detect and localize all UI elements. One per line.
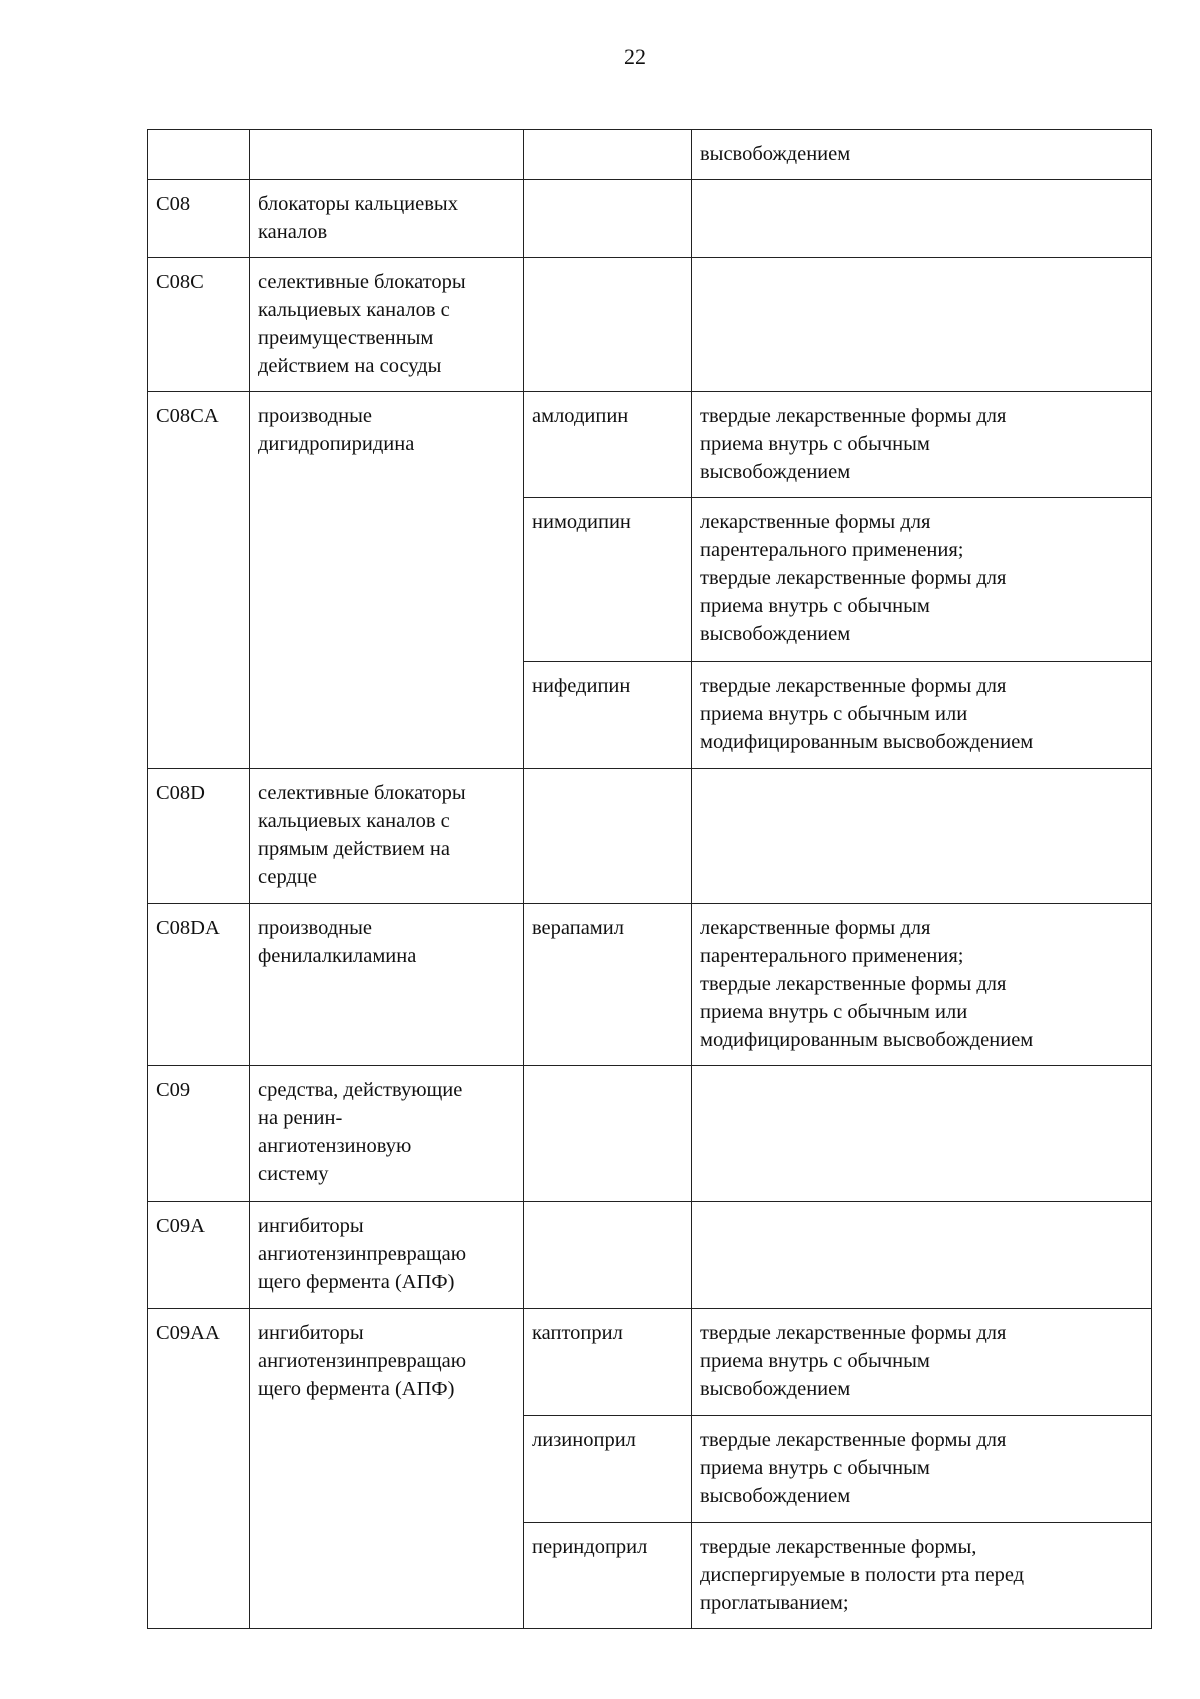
atc-code-cell: C09	[148, 1066, 250, 1202]
group-cell: средства, действующие на ренин- ангиотензиновую систему	[250, 1066, 524, 1202]
drug-cell: нимодипин	[524, 498, 692, 662]
atc-code-cell	[148, 130, 250, 180]
dosage-form-cell: твердые лекарственные формы для приема внутрь с обычным высвобождением	[692, 1416, 1152, 1523]
group-cell	[250, 130, 524, 180]
table-row	[148, 392, 1152, 498]
atc-code-cell: C09A	[148, 1202, 250, 1309]
drug-cell	[524, 130, 692, 180]
group-cell: селективные блокаторы кальциевых каналов с преимущественным действием на сосуды	[250, 258, 524, 392]
table-row	[148, 258, 1152, 392]
drug-cell: периндоприл	[524, 1523, 692, 1629]
drug-cell: лизиноприл	[524, 1416, 692, 1523]
group-cell: производные дигидропиридина	[250, 392, 524, 769]
dosage-form-cell: твердые лекарственные формы, диспергируемые в полости рта перед проглатыванием;	[692, 1523, 1152, 1629]
dosage-form-cell	[692, 769, 1152, 904]
atc-code-cell: C08DA	[148, 904, 250, 1066]
group-cell: ингибиторы ангиотензинпревращаю щего фермента (АПФ)	[250, 1309, 524, 1629]
drug-cell: амлодипин	[524, 392, 692, 498]
group-cell: производные фенилалкиламина	[250, 904, 524, 1066]
table-row	[148, 769, 1152, 904]
drug-cell	[524, 769, 692, 904]
table-row	[148, 1066, 1152, 1202]
drug-cell: верапамил	[524, 904, 692, 1066]
dosage-form-cell: твердые лекарственные формы для приема внутрь с обычным высвобождением	[692, 1309, 1152, 1416]
drug-cell	[524, 1202, 692, 1309]
dosage-form-cell: высвобождением	[692, 130, 1152, 180]
table-row	[148, 130, 1152, 180]
table-row	[148, 904, 1152, 1066]
page-number: 22	[624, 44, 646, 69]
dosage-form-cell: лекарственные формы для парентерального применения; твердые лекарственные формы для приема внутрь с обычным высвобождением	[692, 498, 1152, 662]
table-row	[148, 180, 1152, 258]
drug-cell: нифедипин	[524, 662, 692, 769]
group-cell: блокаторы кальциевых каналов	[250, 180, 524, 258]
atc-code-cell: C09AA	[148, 1309, 250, 1629]
dosage-form-cell	[692, 258, 1152, 392]
atc-code-cell: C08	[148, 180, 250, 258]
drug-cell	[524, 258, 692, 392]
table-row	[148, 1202, 1152, 1309]
drug-cell: каптоприл	[524, 1309, 692, 1416]
atc-code-cell: C08D	[148, 769, 250, 904]
drug-cell	[524, 1066, 692, 1202]
table-row	[148, 1309, 1152, 1416]
drug-table	[147, 129, 1152, 1629]
group-cell: селективные блокаторы кальциевых каналов с прямым действием на сердце	[250, 769, 524, 904]
atc-code-cell: C08C	[148, 258, 250, 392]
dosage-form-cell	[692, 1066, 1152, 1202]
dosage-form-cell: твердые лекарственные формы для приема внутрь с обычным высвобождением	[692, 392, 1152, 498]
atc-code-cell: C08CA	[148, 392, 250, 769]
drug-cell	[524, 180, 692, 258]
dosage-form-cell	[692, 180, 1152, 258]
dosage-form-cell: твердые лекарственные формы для приема внутрь с обычным или модифицированным высвобождением	[692, 662, 1152, 769]
dosage-form-cell: лекарственные формы для парентерального применения; твердые лекарственные формы для приема внутрь с обычным или модифицированным высвобождением	[692, 904, 1152, 1066]
dosage-form-cell	[692, 1202, 1152, 1309]
group-cell: ингибиторы ангиотензинпревращаю щего фермента (АПФ)	[250, 1202, 524, 1309]
